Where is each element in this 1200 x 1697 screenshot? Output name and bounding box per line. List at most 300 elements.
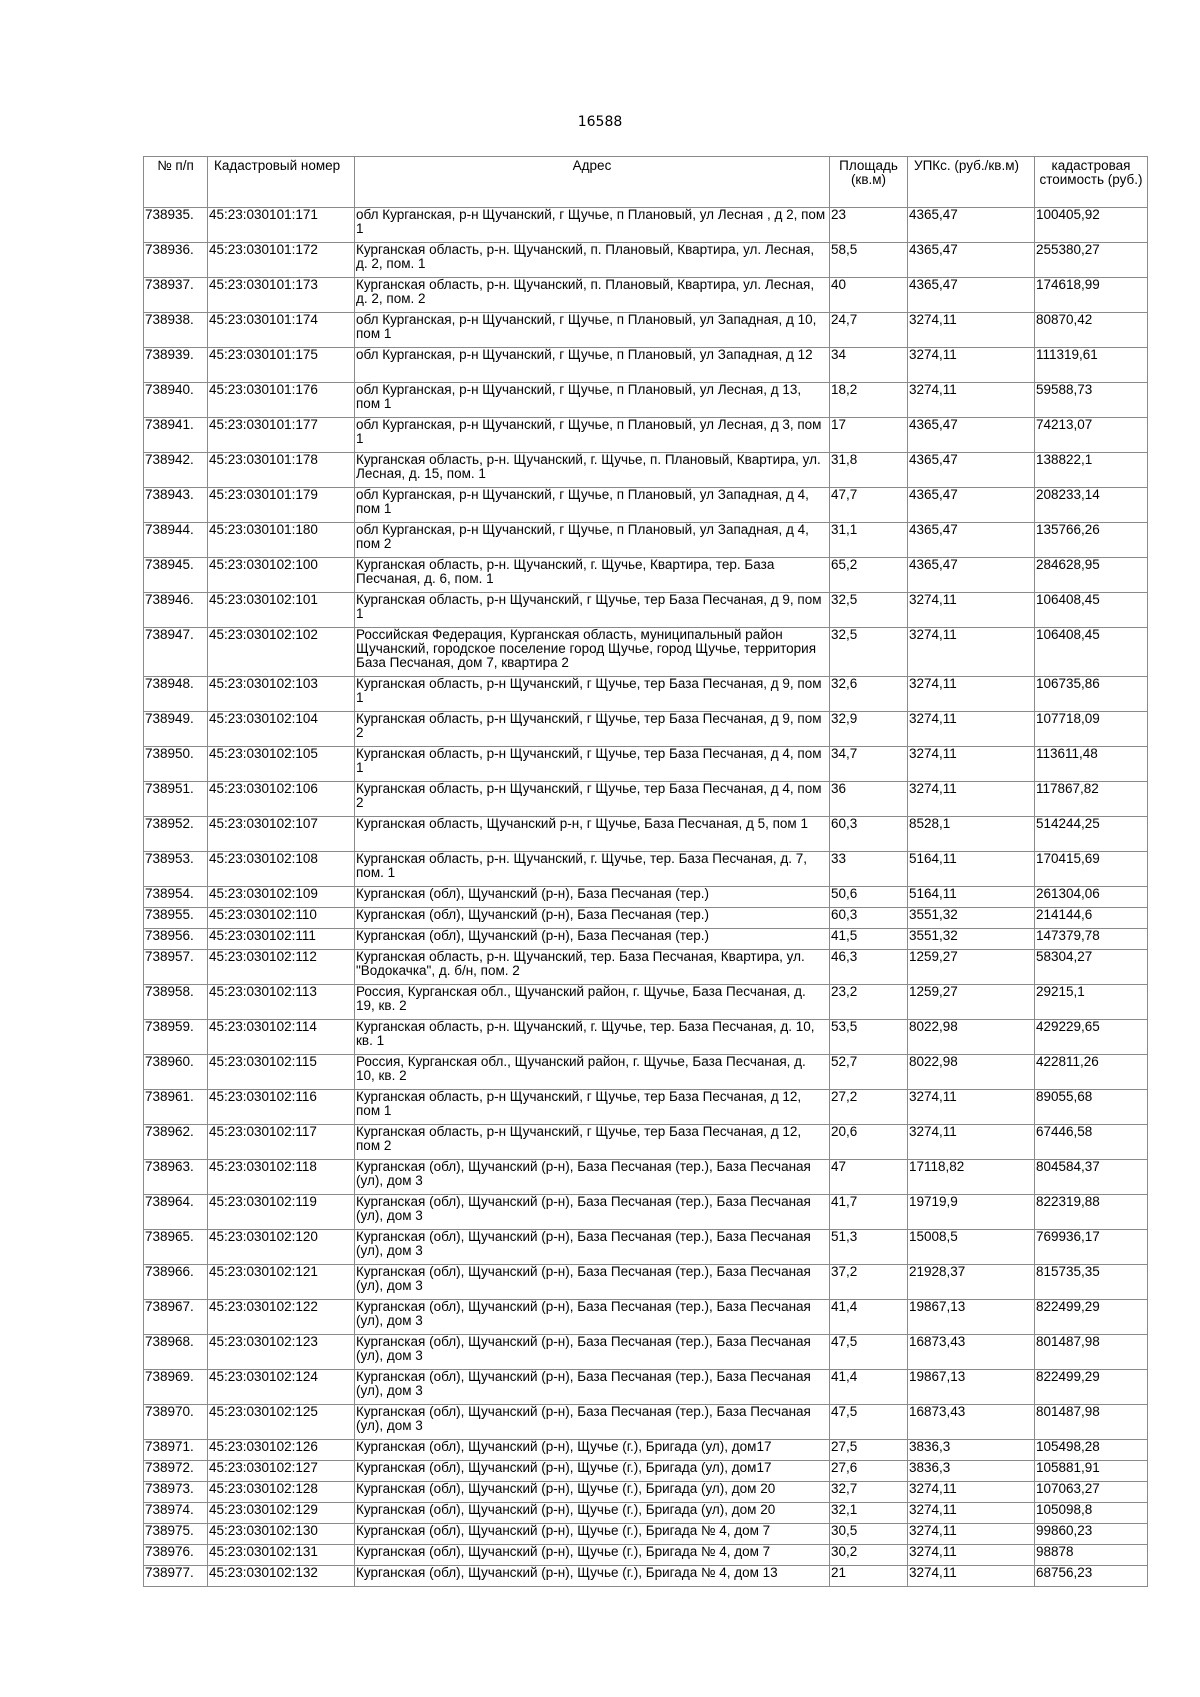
upks: 4365,47	[908, 523, 1035, 558]
area: 40	[830, 278, 908, 313]
upks: 1259,27	[908, 985, 1035, 1020]
cadastral-cost: 89055,68	[1035, 1090, 1148, 1125]
upks: 4365,47	[908, 243, 1035, 278]
row-index: 738960.	[144, 1055, 208, 1090]
cadastral-cost: 822499,29	[1035, 1370, 1148, 1405]
upks: 3274,11	[908, 348, 1035, 383]
cadastral-number: 45:23:030102:122	[208, 1300, 355, 1335]
table-row	[144, 1230, 1148, 1265]
row-index: 738948.	[144, 677, 208, 712]
header-address: Адрес	[355, 157, 830, 208]
cadastral-number: 45:23:030102:106	[208, 782, 355, 817]
cadastral-number: 45:23:030101:177	[208, 418, 355, 453]
upks: 16873,43	[908, 1335, 1035, 1370]
upks: 8528,1	[908, 817, 1035, 852]
header-cadastral-cost: кадастровая стоимость (руб.)	[1035, 157, 1148, 208]
upks: 3274,11	[908, 593, 1035, 628]
cadastral-cost: 105498,28	[1035, 1440, 1148, 1461]
row-index: 738972.	[144, 1461, 208, 1482]
row-index: 738958.	[144, 985, 208, 1020]
upks: 3274,11	[908, 313, 1035, 348]
cadastral-number: 45:23:030101:175	[208, 348, 355, 383]
upks: 3274,11	[908, 1482, 1035, 1503]
upks: 1259,27	[908, 950, 1035, 985]
row-index: 738938.	[144, 313, 208, 348]
area: 18,2	[830, 383, 908, 418]
area: 46,3	[830, 950, 908, 985]
cadastral-number: 45:23:030102:119	[208, 1195, 355, 1230]
table-row	[144, 852, 1148, 887]
area: 41,4	[830, 1370, 908, 1405]
table-row	[144, 712, 1148, 747]
address: Курганская область, р-н. Щучанский, п. Плановый, Квартира, ул. Лесная, д. 2, пом. 1	[355, 243, 830, 278]
address: Курганская (обл), Щучанский (р-н), Щучье (г.), Бригада (ул), дом17	[355, 1461, 830, 1482]
cadastral-number: 45:23:030101:176	[208, 383, 355, 418]
table-row	[144, 383, 1148, 418]
upks: 15008,5	[908, 1230, 1035, 1265]
cadastral-number: 45:23:030102:123	[208, 1335, 355, 1370]
row-index: 738968.	[144, 1335, 208, 1370]
cadastral-cost: 100405,92	[1035, 208, 1148, 243]
row-index: 738939.	[144, 348, 208, 383]
row-index: 738977.	[144, 1566, 208, 1587]
table-row	[144, 1566, 1148, 1587]
cadastral-cost: 801487,98	[1035, 1335, 1148, 1370]
cadastral-cost: 106408,45	[1035, 593, 1148, 628]
row-index: 738944.	[144, 523, 208, 558]
area: 17	[830, 418, 908, 453]
address: Курганская область, р-н Щучанский, г Щучье, тер База Песчаная, д 12, пом 1	[355, 1090, 830, 1125]
cadastral-cost: 214144,6	[1035, 908, 1148, 929]
cadastral-number: 45:23:030102:126	[208, 1440, 355, 1461]
cadastral-cost: 107718,09	[1035, 712, 1148, 747]
upks: 3274,11	[908, 782, 1035, 817]
cadastral-number: 45:23:030102:104	[208, 712, 355, 747]
table-row	[144, 1503, 1148, 1524]
upks: 3836,3	[908, 1461, 1035, 1482]
area: 23	[830, 208, 908, 243]
address: Курганская (обл), Щучанский (р-н), База Песчаная (тер.), База Песчаная (ул), дом 3	[355, 1300, 830, 1335]
cadastral-number: 45:23:030102:116	[208, 1090, 355, 1125]
address: Курганская (обл), Щучанский (р-н), База Песчаная (тер.)	[355, 887, 830, 908]
cadastral-cost: 804584,37	[1035, 1160, 1148, 1195]
upks: 3274,11	[908, 712, 1035, 747]
area: 34,7	[830, 747, 908, 782]
cadastral-cost: 29215,1	[1035, 985, 1148, 1020]
area: 58,5	[830, 243, 908, 278]
area: 27,2	[830, 1090, 908, 1125]
cadastral-cost: 284628,95	[1035, 558, 1148, 593]
area: 51,3	[830, 1230, 908, 1265]
table-row	[144, 1195, 1148, 1230]
address: Курганская (обл), Щучанский (р-н), База Песчаная (тер.), База Песчаная (ул), дом 3	[355, 1265, 830, 1300]
row-index: 738976.	[144, 1545, 208, 1566]
address: Курганская (обл), Щучанский (р-н), Щучье (г.), Бригада № 4, дом 7	[355, 1524, 830, 1545]
table-row	[144, 313, 1148, 348]
row-index: 738946.	[144, 593, 208, 628]
row-index: 738955.	[144, 908, 208, 929]
upks: 4365,47	[908, 453, 1035, 488]
cadastral-number: 45:23:030102:110	[208, 908, 355, 929]
upks: 3274,11	[908, 1125, 1035, 1160]
address: обл Курганская, р-н Щучанский, г Щучье, п Плановый, ул Лесная, д 13, пом 1	[355, 383, 830, 418]
address: Курганская область, р-н Щучанский, г Щучье, тер База Песчаная, д 12, пом 2	[355, 1125, 830, 1160]
table-row	[144, 593, 1148, 628]
area: 47,5	[830, 1405, 908, 1440]
address: Курганская (обл), Щучанский (р-н), База Песчаная (тер.), База Песчаная (ул), дом 3	[355, 1160, 830, 1195]
table-row	[144, 208, 1148, 243]
table-row	[144, 1440, 1148, 1461]
upks: 3836,3	[908, 1440, 1035, 1461]
address: Курганская область, р-н Щучанский, г Щучье, тер База Песчаная, д 9, пом 2	[355, 712, 830, 747]
area: 47,7	[830, 488, 908, 523]
cadastral-number: 45:23:030101:173	[208, 278, 355, 313]
row-index: 738974.	[144, 1503, 208, 1524]
header-area: Площадь (кв.м)	[830, 157, 908, 208]
row-index: 738973.	[144, 1482, 208, 1503]
area: 41,7	[830, 1195, 908, 1230]
upks: 8022,98	[908, 1055, 1035, 1090]
address: Курганская область, р-н. Щучанский, г. Щучье, тер. База Песчаная, д. 7, пом. 1	[355, 852, 830, 887]
row-index: 738941.	[144, 418, 208, 453]
address: Курганская (обл), Щучанский (р-н), База Песчаная (тер.)	[355, 908, 830, 929]
table-row	[144, 243, 1148, 278]
upks: 5164,11	[908, 887, 1035, 908]
cadastral-number: 45:23:030102:107	[208, 817, 355, 852]
cadastral-cost: 111319,61	[1035, 348, 1148, 383]
address: обл Курганская, р-н Щучанский, г Щучье, п Плановый, ул Западная, д 4, пом 1	[355, 488, 830, 523]
table-row	[144, 1370, 1148, 1405]
upks: 19867,13	[908, 1300, 1035, 1335]
area: 60,3	[830, 817, 908, 852]
upks: 8022,98	[908, 1020, 1035, 1055]
area: 36	[830, 782, 908, 817]
cadastral-number: 45:23:030102:120	[208, 1230, 355, 1265]
address: обл Курганская, р-н Щучанский, г Щучье, п Плановый, ул Западная, д 12	[355, 348, 830, 383]
area: 47,5	[830, 1335, 908, 1370]
row-index: 738947.	[144, 628, 208, 677]
cadastral-cost: 147379,78	[1035, 929, 1148, 950]
page-number: 16588	[577, 114, 623, 130]
cadastral-cost: 135766,26	[1035, 523, 1148, 558]
area: 50,6	[830, 887, 908, 908]
area: 31,8	[830, 453, 908, 488]
area: 24,7	[830, 313, 908, 348]
area: 21	[830, 1566, 908, 1587]
upks: 3274,11	[908, 383, 1035, 418]
table-row	[144, 1405, 1148, 1440]
cadastral-cost: 514244,25	[1035, 817, 1148, 852]
table-row	[144, 1482, 1148, 1503]
table-body	[144, 208, 1148, 1587]
row-index: 738964.	[144, 1195, 208, 1230]
table-header-row	[144, 157, 1148, 208]
cadastral-cost: 261304,06	[1035, 887, 1148, 908]
area: 47	[830, 1160, 908, 1195]
cadastral-number: 45:23:030101:179	[208, 488, 355, 523]
area: 53,5	[830, 1020, 908, 1055]
cadastral-number: 45:23:030102:101	[208, 593, 355, 628]
address: Россия, Курганская обл., Щучанский район, г. Щучье, База Песчаная, д. 10, кв. 2	[355, 1055, 830, 1090]
address: Курганская (обл), Щучанский (р-н), База Песчаная (тер.), База Песчаная (ул), дом 3	[355, 1195, 830, 1230]
table-row	[144, 1090, 1148, 1125]
address: обл Курганская, р-н Щучанский, г Щучье, п Плановый, ул Западная, д 10, пом 1	[355, 313, 830, 348]
table-row	[144, 950, 1148, 985]
upks: 3274,11	[908, 628, 1035, 677]
row-index: 738937.	[144, 278, 208, 313]
row-index: 738962.	[144, 1125, 208, 1160]
cadastral-cost: 105098,8	[1035, 1503, 1148, 1524]
area: 32,5	[830, 593, 908, 628]
row-index: 738954.	[144, 887, 208, 908]
table-row	[144, 1020, 1148, 1055]
address: Россия, Курганская обл., Щучанский район, г. Щучье, База Песчаная, д. 19, кв. 2	[355, 985, 830, 1020]
cadastral-cost: 422811,26	[1035, 1055, 1148, 1090]
address: Курганская (обл), Щучанский (р-н), Щучье (г.), Бригада (ул), дом17	[355, 1440, 830, 1461]
table-row	[144, 1545, 1148, 1566]
cadastral-number: 45:23:030102:127	[208, 1461, 355, 1482]
upks: 3274,11	[908, 1545, 1035, 1566]
upks: 3274,11	[908, 677, 1035, 712]
cadastral-number: 45:23:030102:109	[208, 887, 355, 908]
cadastral-cost: 74213,07	[1035, 418, 1148, 453]
cadastral-cost: 113611,48	[1035, 747, 1148, 782]
row-index: 738963.	[144, 1160, 208, 1195]
address: Курганская область, р-н Щучанский, г Щучье, тер База Песчаная, д 4, пом 1	[355, 747, 830, 782]
address: Курганская (обл), Щучанский (р-н), Щучье (г.), Бригада № 4, дом 13	[355, 1566, 830, 1587]
area: 41,5	[830, 929, 908, 950]
area: 32,5	[830, 628, 908, 677]
cadastral-number: 45:23:030102:100	[208, 558, 355, 593]
area: 20,6	[830, 1125, 908, 1160]
area: 37,2	[830, 1265, 908, 1300]
upks: 3274,11	[908, 1524, 1035, 1545]
address: Российская Федерация, Курганская область, муниципальный район Щучанский, городское поселение город Щучье, город Щучье, территория База Песчаная, дом 7, квартира 2	[355, 628, 830, 677]
address: Курганская область, р-н. Щучанский, п. Плановый, Квартира, ул. Лесная, д. 2, пом. 2	[355, 278, 830, 313]
table-row	[144, 747, 1148, 782]
row-index: 738952.	[144, 817, 208, 852]
cadastral-cost: 208233,14	[1035, 488, 1148, 523]
table-row	[144, 1300, 1148, 1335]
cadastral-cost: 255380,27	[1035, 243, 1148, 278]
cadastral-number: 45:23:030102:125	[208, 1405, 355, 1440]
cadastral-number: 45:23:030102:131	[208, 1545, 355, 1566]
cadastral-number: 45:23:030102:121	[208, 1265, 355, 1300]
cadastral-cost: 107063,27	[1035, 1482, 1148, 1503]
row-index: 738945.	[144, 558, 208, 593]
row-index: 738969.	[144, 1370, 208, 1405]
cadastral-cost: 58304,27	[1035, 950, 1148, 985]
cadastral-cost: 68756,23	[1035, 1566, 1148, 1587]
row-index: 738966.	[144, 1265, 208, 1300]
address: Курганская область, р-н. Щучанский, г. Щучье, п. Плановый, Квартира, ул. Лесная, д. 15, пом. 1	[355, 453, 830, 488]
upks: 19867,13	[908, 1370, 1035, 1405]
cadastral-cost: 106408,45	[1035, 628, 1148, 677]
address: Курганская (обл), Щучанский (р-н), База Песчаная (тер.), База Песчаная (ул), дом 3	[355, 1370, 830, 1405]
row-index: 738942.	[144, 453, 208, 488]
cadastral-number: 45:23:030102:114	[208, 1020, 355, 1055]
cadastral-cost: 106735,86	[1035, 677, 1148, 712]
table-row	[144, 817, 1148, 852]
cadastral-cost: 822319,88	[1035, 1195, 1148, 1230]
area: 31,1	[830, 523, 908, 558]
header-cadastral-number: Кадастровый номер	[208, 157, 355, 208]
area: 60,3	[830, 908, 908, 929]
cadastral-number: 45:23:030102:103	[208, 677, 355, 712]
table-row	[144, 1160, 1148, 1195]
cadastral-number: 45:23:030102:129	[208, 1503, 355, 1524]
cadastral-cost: 769936,17	[1035, 1230, 1148, 1265]
table-row	[144, 453, 1148, 488]
row-index: 738961.	[144, 1090, 208, 1125]
cadastral-value-table	[143, 156, 1148, 1587]
address: Курганская (обл), Щучанский (р-н), База Песчаная (тер.), База Песчаная (ул), дом 3	[355, 1405, 830, 1440]
cadastral-number: 45:23:030102:115	[208, 1055, 355, 1090]
upks: 4365,47	[908, 208, 1035, 243]
table-row	[144, 278, 1148, 313]
address: Курганская (обл), Щучанский (р-н), База Песчаная (тер.)	[355, 929, 830, 950]
cadastral-number: 45:23:030101:180	[208, 523, 355, 558]
cadastral-number: 45:23:030101:171	[208, 208, 355, 243]
cadastral-number: 45:23:030101:178	[208, 453, 355, 488]
cadastral-number: 45:23:030102:113	[208, 985, 355, 1020]
address: Курганская область, р-н Щучанский, г Щучье, тер База Песчаная, д 9, пом 1	[355, 677, 830, 712]
upks: 21928,37	[908, 1265, 1035, 1300]
row-index: 738936.	[144, 243, 208, 278]
header-upks: УПКс. (руб./кв.м)	[908, 157, 1035, 208]
upks: 4365,47	[908, 558, 1035, 593]
upks: 19719,9	[908, 1195, 1035, 1230]
row-index: 738949.	[144, 712, 208, 747]
area: 32,6	[830, 677, 908, 712]
cadastral-number: 45:23:030102:128	[208, 1482, 355, 1503]
area: 30,2	[830, 1545, 908, 1566]
cadastral-cost: 105881,91	[1035, 1461, 1148, 1482]
address: Курганская область, р-н. Щучанский, тер. База Песчаная, Квартира, ул. "Водокачка", д. б/н, пом. 2	[355, 950, 830, 985]
cadastral-number: 45:23:030102:118	[208, 1160, 355, 1195]
row-index: 738959.	[144, 1020, 208, 1055]
address: Курганская область, Щучанский р-н, г Щучье, База Песчаная, д 5, пом 1	[355, 817, 830, 852]
address: Курганская область, р-н Щучанский, г Щучье, тер База Песчаная, д 9, пом 1	[355, 593, 830, 628]
cadastral-cost: 99860,23	[1035, 1524, 1148, 1545]
upks: 4365,47	[908, 488, 1035, 523]
upks: 3274,11	[908, 747, 1035, 782]
address: Курганская область, р-н Щучанский, г Щучье, тер База Песчаная, д 4, пом 2	[355, 782, 830, 817]
cadastral-cost: 117867,82	[1035, 782, 1148, 817]
cadastral-cost: 815735,35	[1035, 1265, 1148, 1300]
table-row	[144, 488, 1148, 523]
table-row	[144, 985, 1148, 1020]
cadastral-cost: 822499,29	[1035, 1300, 1148, 1335]
table-row	[144, 908, 1148, 929]
table-row	[144, 677, 1148, 712]
cadastral-number: 45:23:030101:172	[208, 243, 355, 278]
table-row	[144, 558, 1148, 593]
upks: 17118,82	[908, 1160, 1035, 1195]
address: Курганская область, р-н. Щучанский, г. Щучье, тер. База Песчаная, д. 10, кв. 1	[355, 1020, 830, 1055]
area: 27,6	[830, 1461, 908, 1482]
table-row	[144, 929, 1148, 950]
table-row	[144, 1055, 1148, 1090]
table-row	[144, 523, 1148, 558]
upks: 5164,11	[908, 852, 1035, 887]
cadastral-number: 45:23:030102:108	[208, 852, 355, 887]
address: обл Курганская, р-н Щучанский, г Щучье, п Плановый, ул Лесная, д 3, пом 1	[355, 418, 830, 453]
cadastral-cost: 429229,65	[1035, 1020, 1148, 1055]
cadastral-number: 45:23:030102:117	[208, 1125, 355, 1160]
row-index: 738935.	[144, 208, 208, 243]
cadastral-number: 45:23:030102:111	[208, 929, 355, 950]
table-row	[144, 1524, 1148, 1545]
area: 33	[830, 852, 908, 887]
cadastral-cost: 138822,1	[1035, 453, 1148, 488]
cadastral-cost: 59588,73	[1035, 383, 1148, 418]
area: 52,7	[830, 1055, 908, 1090]
cadastral-cost: 67446,58	[1035, 1125, 1148, 1160]
upks: 3551,32	[908, 929, 1035, 950]
cadastral-number: 45:23:030102:132	[208, 1566, 355, 1587]
cadastral-number: 45:23:030102:124	[208, 1370, 355, 1405]
address: Курганская (обл), Щучанский (р-н), Щучье (г.), Бригада № 4, дом 7	[355, 1545, 830, 1566]
table-row	[144, 1125, 1148, 1160]
area: 32,7	[830, 1482, 908, 1503]
area: 41,4	[830, 1300, 908, 1335]
row-index: 738967.	[144, 1300, 208, 1335]
cadastral-number: 45:23:030102:112	[208, 950, 355, 985]
address: обл Курганская, р-н Щучанский, г Щучье, п Плановый, ул Лесная , д 2, пом 1	[355, 208, 830, 243]
address: Курганская (обл), Щучанский (р-н), Щучье (г.), Бригада (ул), дом 20	[355, 1482, 830, 1503]
row-index: 738953.	[144, 852, 208, 887]
row-index: 738940.	[144, 383, 208, 418]
cadastral-number: 45:23:030101:174	[208, 313, 355, 348]
table-row	[144, 348, 1148, 383]
row-index: 738971.	[144, 1440, 208, 1461]
header-index: № п/п	[144, 157, 208, 208]
row-index: 738970.	[144, 1405, 208, 1440]
address: Курганская (обл), Щучанский (р-н), Щучье (г.), Бригада (ул), дом 20	[355, 1503, 830, 1524]
area: 30,5	[830, 1524, 908, 1545]
upks: 3551,32	[908, 908, 1035, 929]
area: 27,5	[830, 1440, 908, 1461]
row-index: 738957.	[144, 950, 208, 985]
upks: 3274,11	[908, 1090, 1035, 1125]
area: 32,9	[830, 712, 908, 747]
cadastral-number: 45:23:030102:105	[208, 747, 355, 782]
upks: 4365,47	[908, 418, 1035, 453]
upks: 4365,47	[908, 278, 1035, 313]
table-row	[144, 1335, 1148, 1370]
upks: 3274,11	[908, 1503, 1035, 1524]
address: Курганская (обл), Щучанский (р-н), База Песчаная (тер.), База Песчаная (ул), дом 3	[355, 1230, 830, 1265]
cadastral-cost: 170415,69	[1035, 852, 1148, 887]
cadastral-number: 45:23:030102:130	[208, 1524, 355, 1545]
upks: 3274,11	[908, 1566, 1035, 1587]
upks: 16873,43	[908, 1405, 1035, 1440]
address: Курганская (обл), Щучанский (р-н), База Песчаная (тер.), База Песчаная (ул), дом 3	[355, 1335, 830, 1370]
table-row	[144, 628, 1148, 677]
table-row	[144, 1461, 1148, 1482]
table-row	[144, 782, 1148, 817]
area: 34	[830, 348, 908, 383]
table-row	[144, 418, 1148, 453]
address: Курганская область, р-н. Щучанский, г. Щучье, Квартира, тер. База Песчаная, д. 6, пом. 1	[355, 558, 830, 593]
cadastral-cost: 80870,42	[1035, 313, 1148, 348]
row-index: 738975.	[144, 1524, 208, 1545]
table-row	[144, 887, 1148, 908]
row-index: 738943.	[144, 488, 208, 523]
row-index: 738956.	[144, 929, 208, 950]
table-row	[144, 1265, 1148, 1300]
